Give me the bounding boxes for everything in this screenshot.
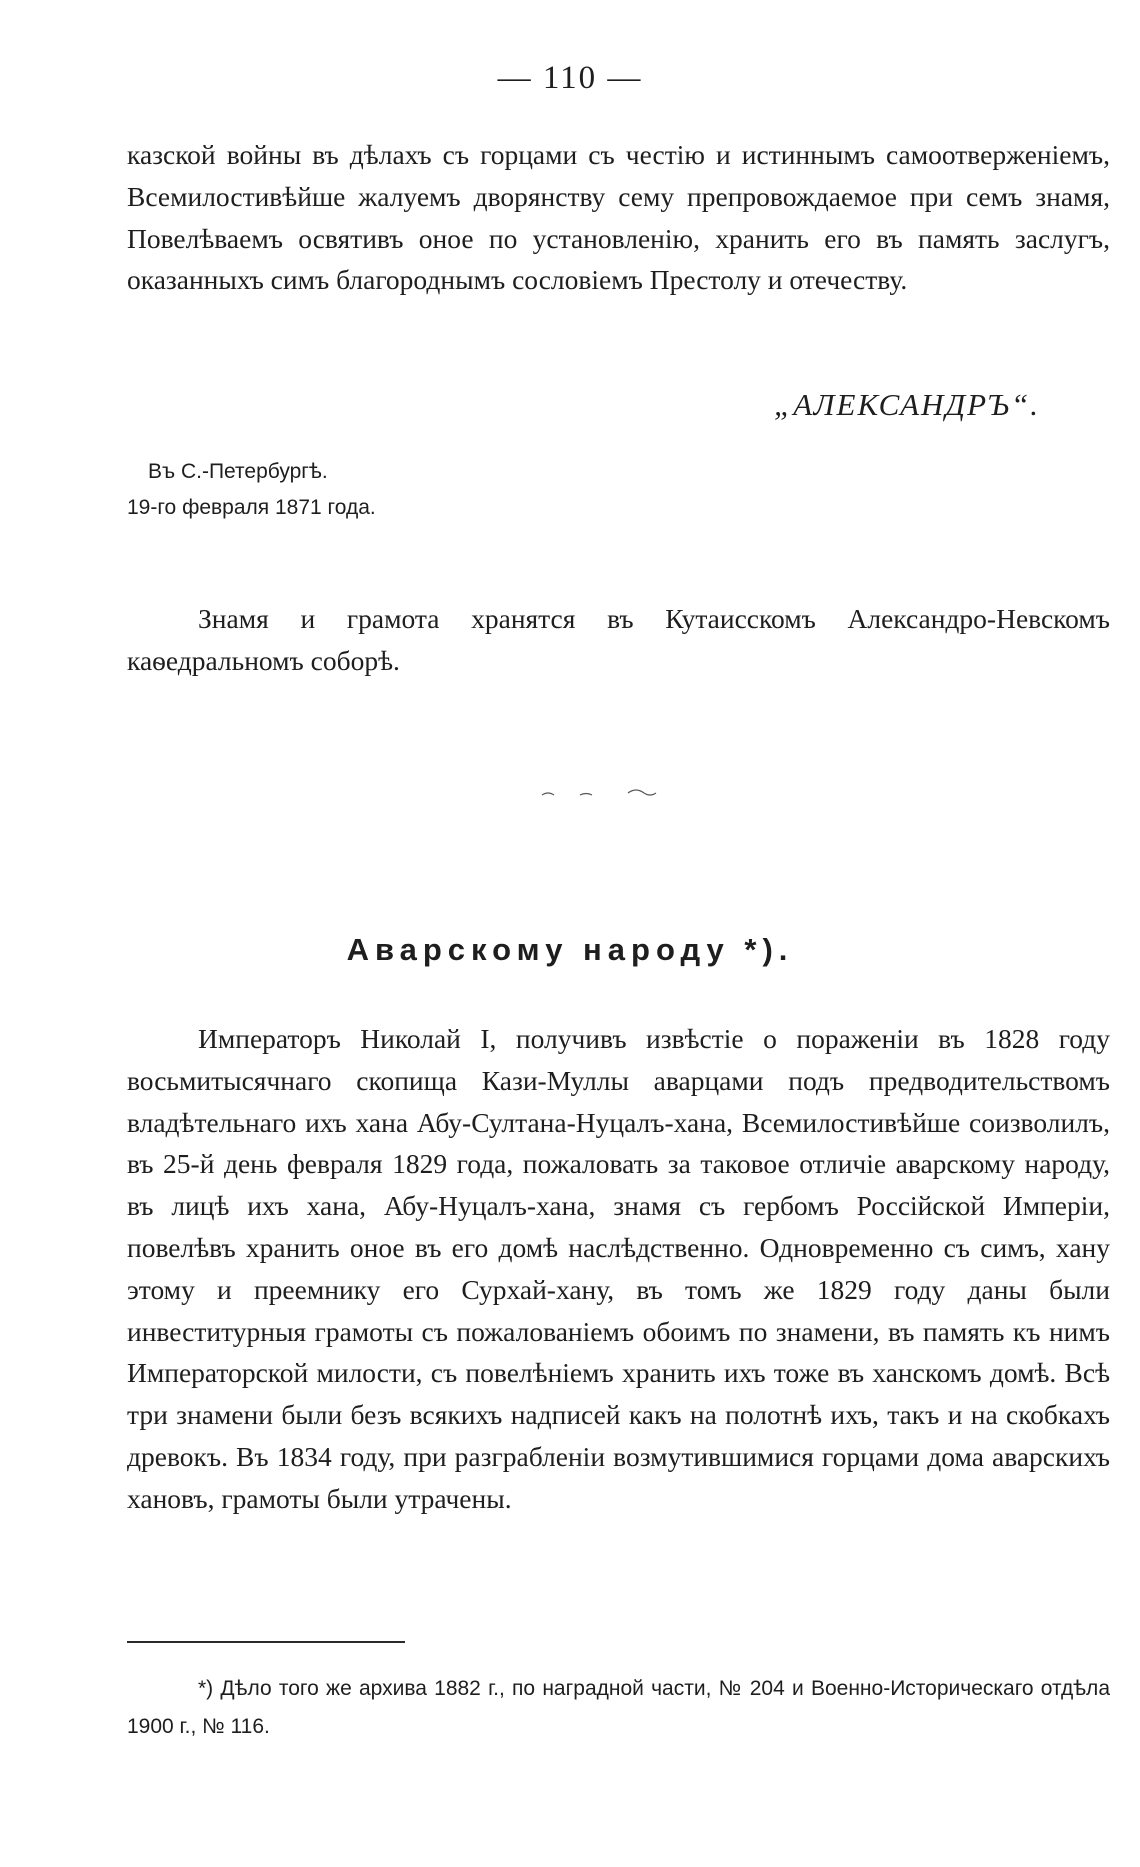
- section-divider-ornament: [540, 783, 670, 803]
- continuation-paragraph: казской войны въ дѣлахъ съ горцами съ честію и истиннымъ самоотверженіемъ, Всемилостивѣйше жалуемъ дворянству сему препровождаемое при семъ знамя, Повелѣваемъ освятивъ оное по установленію, хранить его въ память заслугъ, оказанныхъ симъ благороднымъ сословіемъ Престолу и отечеству.: [127, 139, 1110, 296]
- page-number: — 110 —: [497, 60, 643, 96]
- footnote-rule: [127, 1641, 405, 1643]
- signature: „АЛЕКСАНДРЪ“.: [773, 387, 1040, 422]
- place-line: Въ С.-Петербургѣ.: [148, 460, 328, 483]
- storage-note-paragraph: Знамя и грамота хранятся въ Кутаисскомъ Александро-Невскомъ каѳедральномъ соборѣ.: [127, 603, 1110, 676]
- main-paragraph: Императоръ Николай I, получивъ извѣстіе о пораженіи въ 1828 году восьмитысячнаго скопища Кази-Муллы аварцами подъ предводительствомъ владѣтельнаго ихъ хана Абу-Султана-Нуцалъ-хана, Всемилостивѣйше соизволилъ, въ 25-й день февраля 1829 года, пожаловать за таковое отличіе аварскому народу, въ лицѣ ихъ хана, Абу-Нуцалъ-хана, знамя съ гербомъ Россійской Имперіи, повелѣвъ хранить оное въ его домѣ наслѣдственно. Одновременно съ симъ, хану этому и преемнику его Сурхай-хану, въ томъ же 1829 году даны были инвеститурныя грамоты съ пожалованіемъ обоимъ по знамени, въ память къ нимъ Императорской милости, съ повелѣніемъ хранить ихъ тоже въ ханскомъ домѣ. Всѣ три знамени были безъ всякихъ надписей какъ на полотнѣ ихъ, такъ и на скобкахъ древокъ. Въ 1834 году, при разграбленіи возмутившимися горцами дома аварскихъ хановъ, грамоты были утрачены.: [127, 1023, 1110, 1514]
- date-line: 19-го февраля 1871 года.: [127, 496, 376, 519]
- footnote: *) Дѣло того же архива 1882 г., по наградной части, № 204 и Военно-Историческаго отдѣла 1900 г., № 116.: [127, 1677, 1110, 1738]
- place-date-block: [127, 454, 376, 526]
- section-heading: Аварскому народу *).: [346, 932, 794, 967]
